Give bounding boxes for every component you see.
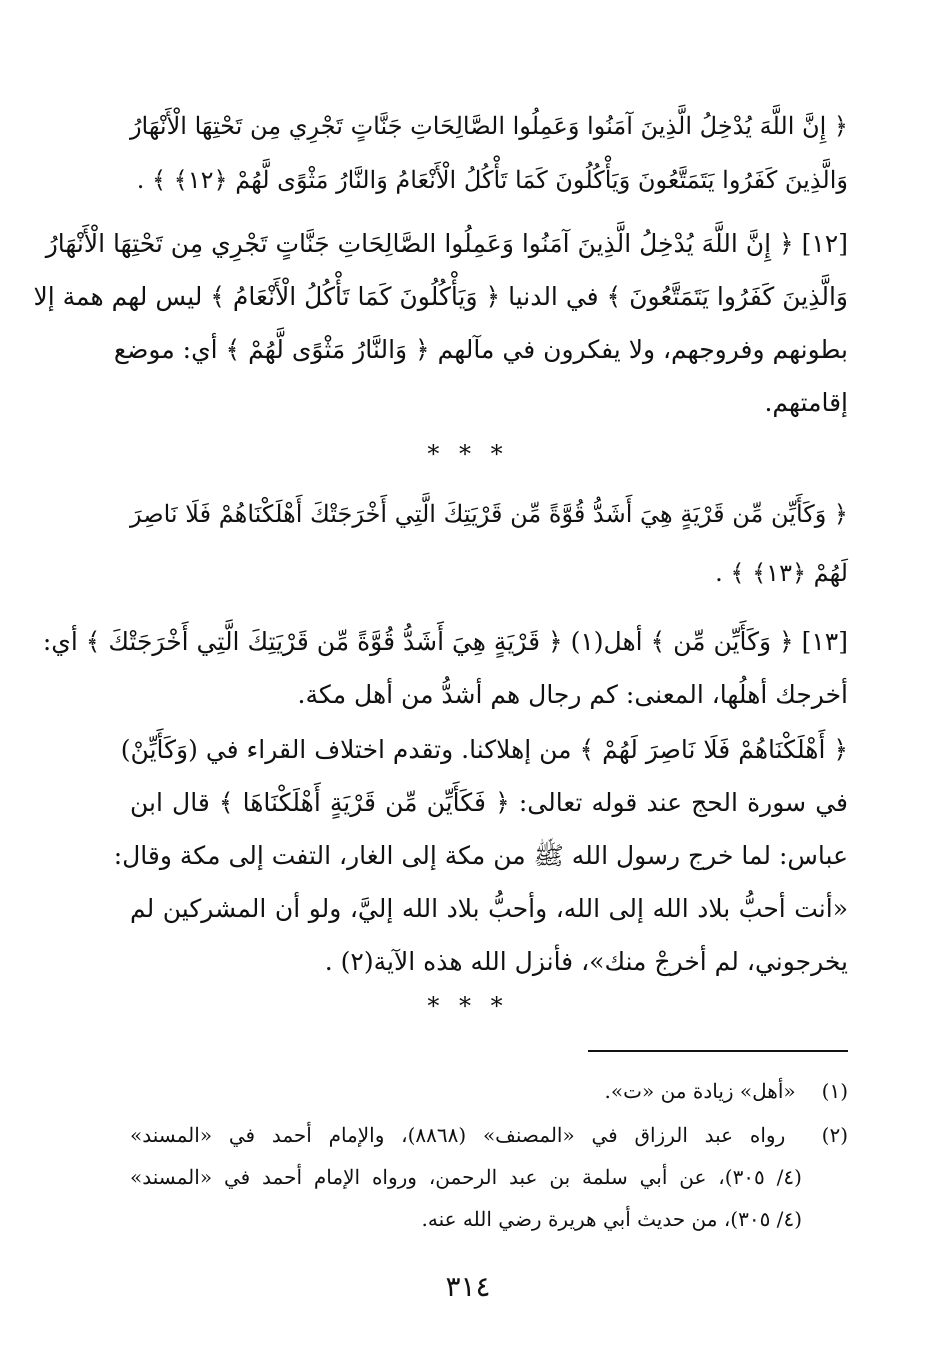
footnote-text: «أهل» زيادة من «ت». <box>604 1079 796 1103</box>
section-separator: * * * <box>427 992 509 1020</box>
page-number: ٣١٤ <box>445 1270 491 1303</box>
footnote-number: (٢) <box>821 1123 848 1147</box>
footnote-1 <box>130 1076 848 1106</box>
tafsir-13-line-5: عباس: لما خرج رسول الله ﷺ من مكة إلى الغار، التفت إلى مكة وقال: <box>113 841 848 870</box>
footnote-2-line-2: (٤/ ٣٠٥)، عن أبي سلمة بن عبد الرحمن، ورواه الإمام أحمد في «المسند» <box>130 1165 802 1189</box>
verse-13-line-2: لَهُمْ ﴿١٣﴾ ﴾ . <box>715 559 848 587</box>
tafsir-13-line-7: يخرجوني، لم أخرجْ منك»، فأنزل الله هذه الآية(٢) . <box>324 947 848 976</box>
tafsir-12-line-4: إقامتهم. <box>764 388 848 417</box>
tafsir-12-line-3: بطونهم وفروجهم، ولا يفكرون في مآلهم ﴿ وَالنَّارُ مَثْوًى لَّهُمْ ﴾ أي: موضع <box>113 335 848 364</box>
tafsir-13-line-4: في سورة الحج عند قوله تعالى: ﴿ فَكَأَيِّن مِّن قَرْيَةٍ أَهْلَكْنَاهَا ﴾ قال ابن <box>130 788 848 817</box>
verse-12-line-1: ﴿ إِنَّ اللَّهَ يُدْخِلُ الَّذِينَ آمَنُوا وَعَمِلُوا الصَّالِحَاتِ جَنَّاتٍ تَجْرِي مِن تَحْتِهَا الْأَنْهَارُ <box>129 112 848 140</box>
footnote-2-line-3: (٤/ ٣٠٥)، من حديث أبي هريرة رضي الله عنه. <box>421 1207 802 1231</box>
footnote-divider <box>588 1050 848 1052</box>
section-separator: * * * <box>427 440 509 468</box>
tafsir-13-line-6: «أنت أحبُّ بلاد الله إلى الله، وأحبُّ بلاد الله إليَّ، ولو أن المشركين لم <box>130 894 848 923</box>
tafsir-13-line-3: ﴿ أَهْلَكْنَاهُمْ فَلَا نَاصِرَ لَهُمْ ﴾ من إهلاكنا. وتقدم اختلاف القراء في (وَكَأَيِّنْ) <box>120 735 848 764</box>
verse-12-line-2: وَالَّذِينَ كَفَرُوا يَتَمَتَّعُونَ وَيَأْكُلُونَ كَمَا تَأْكُلُ الْأَنْعَامُ وَالنَّارُ مَثْوًى لَّهُمْ ﴿١٢﴾ ﴾ . <box>136 166 848 194</box>
verse-13-line-1: ﴿ وَكَأَيِّن مِّن قَرْيَةٍ هِيَ أَشَدُّ قُوَّةً مِّن قَرْيَتِكَ الَّتِي أَخْرَجَتْكَ أَهْلَكْنَاهُمْ فَلَا نَاصِرَ <box>130 500 848 528</box>
footnote-text: رواه عبد الرزاق في «المصنف» (٨٨٦٨)، والإمام أحمد في «المسند» <box>130 1123 786 1147</box>
footnote-number: (١) <box>821 1079 848 1103</box>
tafsir-13-line-2: أخرجك أهلُها، المعنى: كم رجال هم أشدُّ من أهل مكة. <box>297 680 848 709</box>
tafsir-13-line-1: [١٣] ﴿ وَكَأَيِّن مِّن ﴾ أهل(١) ﴿ قَرْيَةٍ هِيَ أَشَدُّ قُوَّةً مِّن قَرْيَتِكَ الَّتِي أَخْرَجَتْكَ ﴾ أي: <box>42 627 848 656</box>
tafsir-12-line-1: [١٢] ﴿ إِنَّ اللَّهَ يُدْخِلُ الَّذِينَ آمَنُوا وَعَمِلُوا الصَّالِحَاتِ جَنَّاتٍ تَجْرِي مِن تَحْتِهَا الْأَنْهَارُ <box>45 229 848 258</box>
tafsir-12-line-2: وَالَّذِينَ كَفَرُوا يَتَمَتَّعُونَ ﴾ في الدنيا ﴿ وَيَأْكُلُونَ كَمَا تَأْكُلُ الْأَنْعَامُ ﴾ ليس لهم همة إلا <box>33 282 848 311</box>
footnote-2 <box>130 1120 848 1150</box>
